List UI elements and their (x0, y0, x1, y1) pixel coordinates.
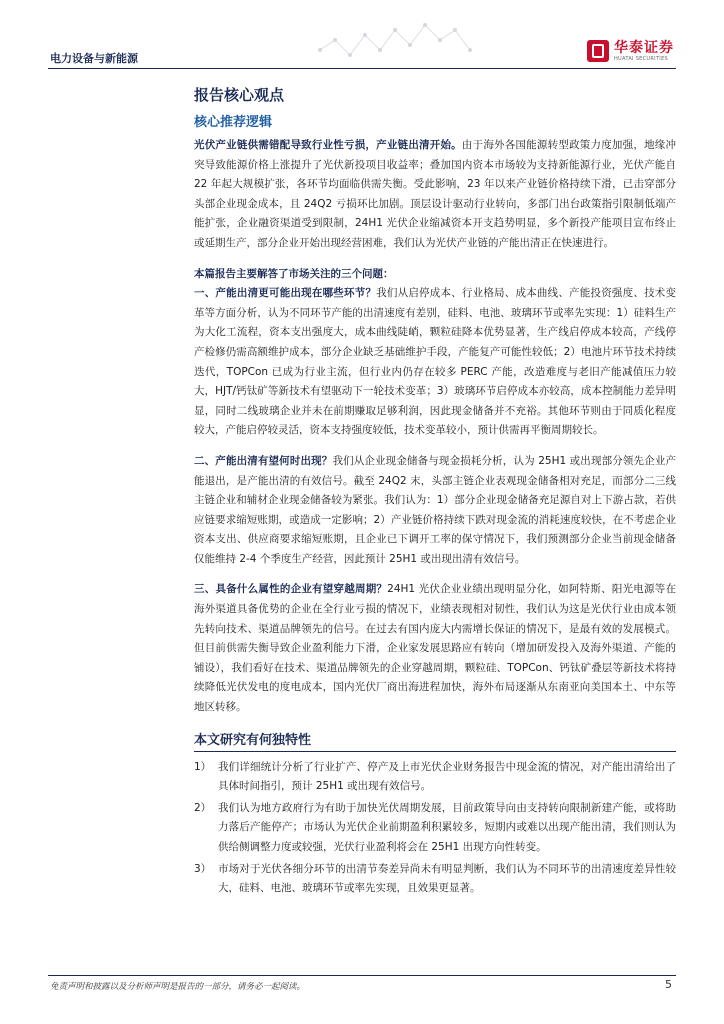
question-3-body: 24H1 光伏企业业绩出现明显分化，如阿特斯、阳光电源等在海外渠道具备优势的企业在全行业亏损的情况下，业绩表现相对韧性，我们认为这是光伏行业由成本领先转向技术、渠道品牌领先的信号。在过去有国内庞大内需增长保证的情况下，是最有效的发展模式。但目前供需失衡导致企业盈利能力下滑，企业家发展思路应有转向（增加研发投入及海外渠道、产能的铺设），我们看好在技术、渠道品牌领先的企业穿越周期，颗粒硅、TOPCon、钙钛矿叠层等新技术将持续降低光伏发电的度电成本，国内光伏厂商出海进程加快，海外布局逐渐从东南亚向美国本土、中东等地区转移。 (194, 583, 676, 714)
paragraph-logic (194, 136, 676, 254)
question-2-lead: 二、产能出清有望何时出现？ (194, 454, 333, 467)
question-2-body: 我们从企业现金储备与现金损耗分析，认为 25H1 或出现部分领先企业产能退出，是产能出清的有效信号。截至 24Q2 末，头部主链企业表观现金储备相对充足，而部分二三线主链企业和辅材企业现金储备较为紧张。我们认为：1）部分企业现金储备充足源自对上下游占款，若供应链要求缩短账期，或造成一定影响；2）产业链价格持续下跌对现金流的消耗速度较快，在不考虑企业资本支出、供应商要求缩短账期，且企业已下调开工率的保守情况下，我们预测部分企业当前现金储备仅能维持 2-4 个季度生产经营，因此预计 25H1 或出现出清有效信号。 (194, 454, 676, 565)
header-divider (48, 68, 676, 69)
footer-divider (48, 975, 676, 976)
main-content (194, 84, 676, 901)
question-1-lead: 一、产能出清更可能出现在哪些环节？ (194, 287, 377, 300)
question-1-body: 我们从启停成本、行业格局、成本曲线、产能投资强度、技术变革等方面分析，认为不同环节产能的出清速度有差别，硅料、电池、玻璃环节或率先实现：1）硅料生产为大化工流程，资本支出强度大，成本曲线陡峭，颗粒硅降本优势显著，生产线启停成本较高，产线停产检修仍需高额维护成本，部分企业缺乏基础维护手段，产能复产可能性较低；2）电池片环节技术持续迭代，TOPCon 已成为行业主流，但行业内仍存在较多 PERC 产能，改造难度与老旧产能减值压力较大，HJT/钙钛矿等新技术有望驱动下一轮技术变革；3）玻璃环节启停成本亦较高，成本控制能力差异明显，同时二线玻璃企业并未在前期赚取足够利润，因此现金储备并不充裕。其他环节则由于同质化程度较大，产能启停较灵活，资本支持强度较低，技术变革较小，预计供需再平衡周期较长。 (194, 287, 677, 437)
paragraph-question-1 (194, 265, 676, 441)
paragraph-logic-lead: 光伏产业链供需错配导致行业性亏损，产业链出清开始。 (194, 139, 462, 151)
brand-mark-icon (587, 40, 609, 62)
page-title: 报告核心观点 (194, 86, 285, 104)
list-item-number: 1） (194, 760, 212, 773)
uniqueness-list (194, 758, 676, 899)
paragraph-question-3 (194, 580, 676, 717)
list-item (194, 799, 676, 858)
page-number: 5 (665, 978, 672, 991)
list-item-number: 3） (194, 862, 212, 875)
list-item-text: 市场对于光伏各细分环节的出清节奏差异尚未有明显判断，我们认为不同环节的出清速度差异性较大，硅料、电池、玻璃环节或率先实现，且效果更显著。 (218, 862, 676, 895)
question-3-lead: 三、具备什么属性的企业有望穿越周期？ (194, 583, 388, 596)
questions-intro: 本篇报告主要解答了市场关注的三个问题： (194, 267, 394, 280)
footer-disclaimer: 免责声明和披露以及分析师声明是报告的一部分，请务必一起阅读。 (50, 982, 306, 992)
list-item (194, 758, 676, 797)
brand-logo (587, 40, 674, 62)
watermark-graphic (300, 10, 500, 70)
list-item-number: 2） (194, 801, 212, 814)
list-item (194, 860, 676, 899)
list-item-text: 我们认为地方政府行为有助于加快光伏周期发展，目前政策导向由支持转向限制新建产能，或将助力落后产能停产；市场认为光伏企业前期盈利积累较多，短期内或难以出现产能出清，我们则认为供给侧调整力度或较强，光伏行业盈利将会在 25H1 出现方向性转变。 (218, 801, 676, 853)
brand-name: 华泰证券 (614, 40, 674, 56)
brand-name-en: HUATAI SECURITIES (614, 56, 668, 62)
list-item-text: 我们详细统计分析了行业扩产、停产及上市光伏企业财务报告中现金流的情况，对产能出清给出了具体时间指引，预计 25H1 或出现有效信号。 (218, 760, 676, 793)
paragraph-question-2 (194, 452, 676, 570)
paragraph-logic-body: 由于海外各国能源转型政策力度加强，地缘冲突导致能源价格上涨提升了光伏新投项目收益率；叠加国内资本市场较为支持新能源行业，光伏产能自 22 年起大规模扩张，各环节均面临供需失衡。受此影响，23 年以来产业链价格持续下滑，已击穿部分头部企业现金成本，且 24Q2 亏损环比加剧。顶层设计驱动行业转向，多部门出台政策指引限制低端产能扩张，企业融资渠道受到限制，24H1 光伏企业缩减资本开支趋势明显，多个新投产能项目宣布终止或延期生产，部分企业开始出现经营困难，我们认为光伏产业链的产能出清正在快速进行。 (194, 139, 677, 249)
header-section-label: 电力设备与新能源 (50, 52, 138, 65)
section-subtitle: 核心推荐逻辑 (194, 115, 273, 130)
uniqueness-heading: 本文研究有何独特性 (194, 729, 676, 752)
